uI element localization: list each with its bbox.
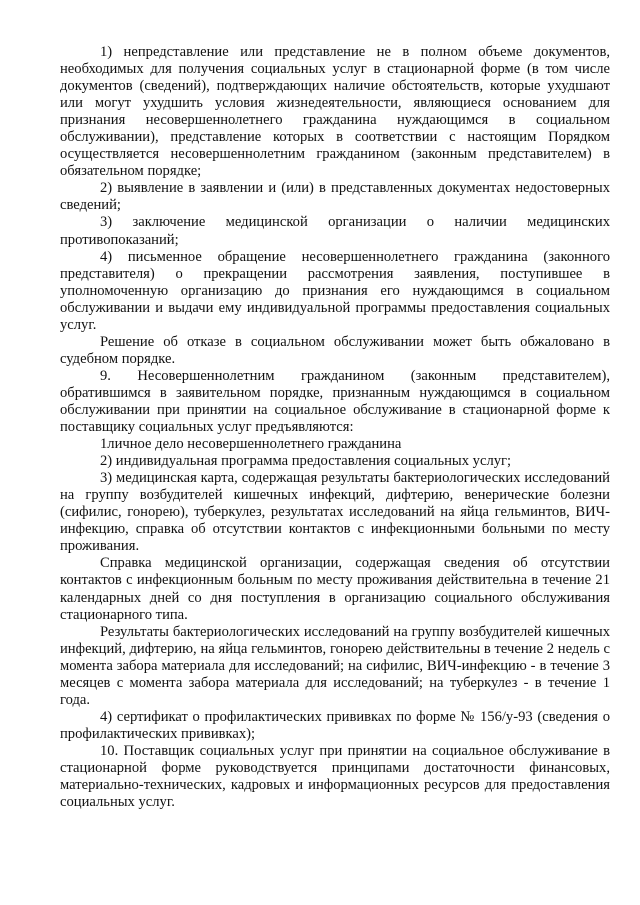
paragraph-doc-item-2: 2) индивидуальная программа предоставления социальных услуг; [100, 453, 512, 470]
paragraph-doc-item-1: 1личное дело несовершеннолетнего гражданина [100, 436, 402, 453]
document-page [60, 44, 610, 811]
paragraph-refusal-item-4: 4) письменное обращение несовершеннолетнего гражданина (законного представителя) о прекращении рассмотрения заявления, поступившее в уполномоченную организацию до признания его нуждающимся в социальном обслуживании и выдачи ему индивидуальной программы предоставления социальных услуг. [60, 248, 610, 333]
paragraph-refusal-item-1: 1) непредставление или представление не в полном объеме документов, необходимых для получения социальных услуг в стационарной форме (в том числе документов (сведений), подтверждающих наличие обстоятельств, которые ухудшают или могут ухудшить условия жизнедеятельности, являющиеся основанием для признания несовершеннолетнего гражданина нуждающимся в социальном обслуживании), представление которых в соответствии с настоящим Порядком осуществляется несовершеннолетним гражданином (законным представителем) в обязательном порядке; [60, 44, 610, 180]
paragraph-refusal-item-2: 2) выявление в заявлении и (или) в представленных документах недостоверных сведений; [60, 180, 610, 214]
paragraph-section-9: 9. Несовершеннолетним гражданином (законным представителем), обратившимся в заявительном порядке, признанным нуждающимся в социальном обслуживании при принятии на социальное обслуживание в стационарной форме к поставщику социальных услуг предъявляются: [60, 367, 610, 436]
paragraph-refusal-item-3: 3) заключение медицинской организации о наличии медицинских противопоказаний; [60, 214, 610, 248]
paragraph-doc-item-4: 4) сертификат о профилактических прививках по форме № 156/у-93 (сведения о профилактических прививках); [60, 708, 610, 742]
paragraph-doc-item-3: 3) медицинская карта, содержащая результаты бактериологических исследований на группу возбудителей кишечных инфекций, дифтерию, венерические болезни (сифилис, гонорею), туберкулез, результатах исследований на яйца гельминтов, ВИЧ-инфекцию, справка об отсутствии контактов с инфекционными больными по месту проживания. [60, 470, 610, 555]
paragraph-appeal: Решение об отказе в социальном обслуживании может быть обжаловано в судебном порядке. [60, 333, 610, 367]
paragraph-section-10: 10. Поставщик социальных услуг при принятии на социальное обслуживание в стационарной форме руководствуется принципами достаточности финансовых, материально-технических, кадровых и информационных ресурсов для предоставления социальных услуг. [60, 742, 610, 811]
paragraph-medical-certificate: Справка медицинской организации, содержащая сведения об отсутствии контактов с инфекционным больным по месту проживания действительна в течение 21 календарных дней со дня поступления в организацию социального обслуживания стационарного типа. [60, 555, 610, 623]
paragraph-test-validity: Результаты бактериологических исследований на группу возбудителей кишечных инфекций, дифтерию, на яйца гельминтов, гонорею действительны в течение 2 недель с момента забора материала для исследований; на сифилис, ВИЧ-инфекцию - в течение 3 месяцев с момента забора материала для исследований; на туберкулез - в течение 1 года. [60, 623, 610, 708]
